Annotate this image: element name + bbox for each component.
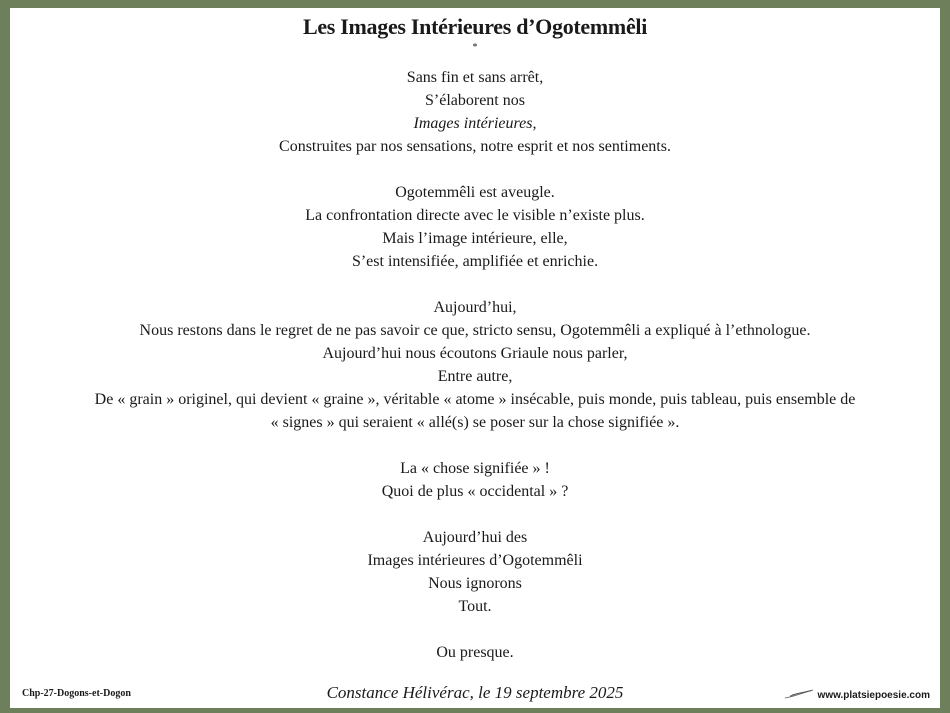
poem-line: Ou presque. — [436, 644, 514, 661]
stanza-gap — [10, 434, 940, 457]
poem-line: Entre autre, — [437, 368, 513, 385]
website-url[interactable]: www.platsiepoesie.com — [817, 689, 930, 701]
poem-line: Images intérieures d’Ogotemmêli — [367, 552, 583, 569]
poem-line: Quoi de plus « occidental » ? — [381, 483, 569, 500]
poem-line: Sans fin et sans arrêt, — [406, 69, 544, 86]
stanza-gap — [10, 503, 940, 526]
poem-line: Nous ignorons — [428, 575, 522, 592]
poem-line: La confrontation directe avec le visible n’existe plus. — [305, 207, 645, 224]
poem-title: Les Images Intérieures d’Ogotemmêli — [302, 14, 648, 39]
poem-page — [10, 8, 940, 708]
poem-line: Construites par nos sensations, notre esprit et nos sentiments. — [279, 138, 671, 155]
quill-icon — [784, 686, 814, 704]
poem-line: S’élaborent nos — [425, 92, 525, 109]
stanza-gap — [10, 618, 940, 641]
poem-line: De « grain » originel, qui devient « graine », véritable « atome » insécable, puis monde, puis tableau, puis ensemble de — [94, 391, 856, 408]
poem-line: Mais l’image intérieure, elle, — [382, 230, 568, 247]
poem-line: Images intérieures, — [413, 115, 537, 132]
title-asterisk: * — [472, 42, 478, 53]
poem-line: S’est intensifiée, amplifiée et enrichie. — [351, 253, 599, 270]
poem-line: Tout. — [458, 598, 492, 615]
poem-line: Aujourd’hui, — [433, 299, 517, 316]
poem-body — [10, 66, 940, 664]
poem-line: « signes » qui seraient « allé(s) se poser sur la chose signifiée ». — [270, 414, 680, 431]
website-credit — [784, 686, 930, 704]
poem-line: Aujourd’hui des — [422, 529, 528, 546]
poem-line: Aujourd’hui nous écoutons Griaule nous parler, — [322, 345, 628, 362]
poem-line: Nous restons dans le regret de ne pas savoir ce que, stricto sensu, Ogotemmêli a expliqué à l’ethnologue. — [139, 322, 811, 339]
stanza-gap — [10, 158, 940, 181]
poem-line: La « chose signifiée » ! — [400, 460, 550, 477]
author-signature: Constance Hélivérac, le 19 septembre 2025 — [326, 683, 624, 702]
stanza-gap — [10, 273, 940, 296]
poem-line: Ogotemmêli est aveugle. — [395, 184, 555, 201]
chapter-label: Chp-27-Dogons-et-Dogon — [22, 688, 131, 699]
